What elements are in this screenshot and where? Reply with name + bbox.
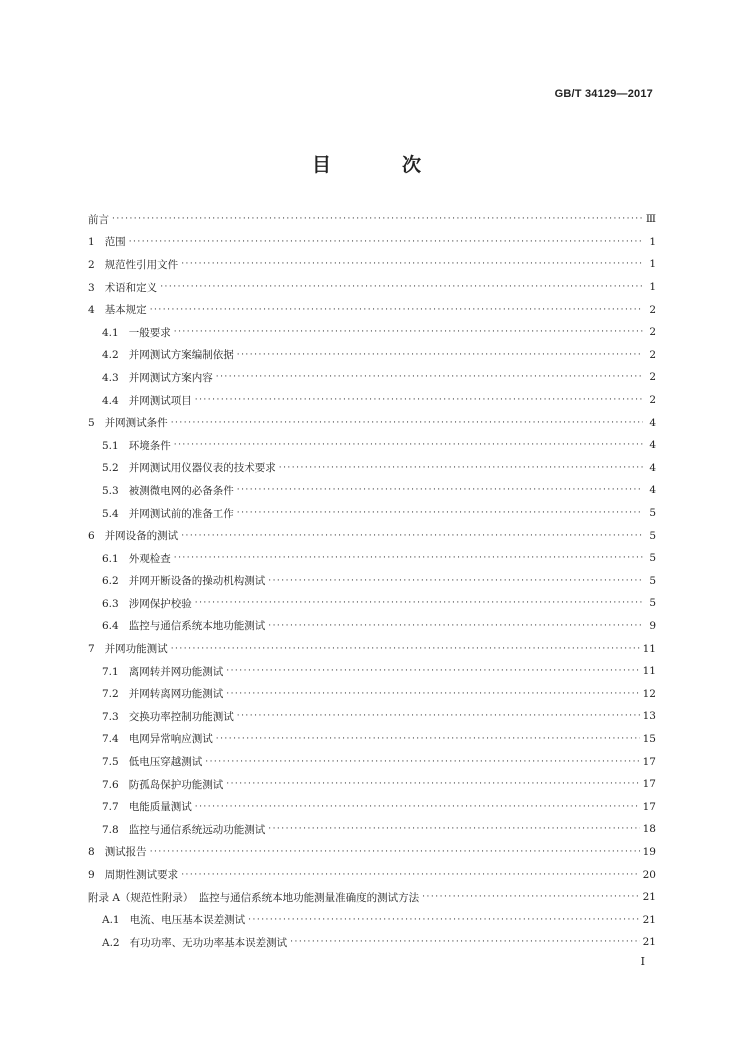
toc-entry-page: 20 bbox=[642, 868, 656, 881]
toc-entry-title bbox=[88, 257, 178, 272]
toc-entry-number: 7.3 bbox=[102, 710, 119, 723]
toc-leader-dots bbox=[174, 327, 643, 337]
toc-entry-page: 21 bbox=[642, 913, 656, 926]
toc-entry[interactable] bbox=[88, 773, 656, 796]
toc-entry-page: 11 bbox=[642, 642, 656, 655]
toc-entry-page: 13 bbox=[642, 710, 656, 723]
toc-leader-dots bbox=[195, 395, 643, 405]
toc-entry-label: 交换功率控制功能测试 bbox=[128, 710, 234, 723]
standard-code: GB/T 34129—2017 bbox=[554, 88, 653, 100]
toc-entry-number: 5 bbox=[88, 417, 95, 430]
toc-entry-label: 环境条件 bbox=[128, 439, 171, 452]
toc-entry-title bbox=[88, 528, 178, 543]
toc-entry-title bbox=[102, 551, 171, 566]
toc-entry-label: 并网转离网功能测试 bbox=[128, 688, 224, 701]
toc-entry-number: 6.2 bbox=[102, 575, 119, 588]
toc-leader-dots bbox=[268, 576, 643, 586]
toc-entry-label: 离网转并网功能测试 bbox=[128, 665, 224, 678]
toc-entry[interactable] bbox=[88, 682, 656, 705]
toc-entry-label: 并网设备的测试 bbox=[104, 530, 179, 543]
toc-entry-page: 1 bbox=[649, 281, 656, 294]
toc-leader-dots bbox=[160, 282, 643, 292]
toc-leader-dots bbox=[279, 463, 643, 473]
toc-leader-dots bbox=[181, 531, 643, 541]
toc-leader-dots bbox=[226, 689, 639, 699]
toc-entry-title bbox=[102, 370, 213, 385]
toc-entry-label: 监控与通信系统本地功能测试 bbox=[128, 620, 266, 633]
toc-entry-page: 2 bbox=[649, 348, 656, 361]
toc-leader-dots bbox=[205, 757, 639, 767]
page-title: 目 次 bbox=[311, 154, 447, 176]
toc-leader-dots bbox=[195, 598, 643, 608]
toc-entry-page: 18 bbox=[642, 823, 656, 836]
toc-entry-title bbox=[102, 777, 223, 792]
toc-entry[interactable] bbox=[88, 795, 656, 818]
toc-entry-title bbox=[102, 347, 234, 362]
toc-entry-page: 5 bbox=[649, 529, 656, 542]
toc-leader-dots bbox=[268, 824, 639, 834]
toc-entry[interactable] bbox=[88, 479, 656, 502]
toc-entry-title bbox=[88, 234, 126, 249]
toc-entry-page: 17 bbox=[642, 755, 656, 768]
toc-leader-dots bbox=[174, 440, 643, 450]
toc-leader-dots bbox=[268, 621, 643, 631]
toc-entry-title bbox=[102, 573, 265, 588]
toc-entry-label: 涉网保护校验 bbox=[128, 597, 192, 610]
toc-leader-dots bbox=[112, 214, 643, 224]
toc-entry[interactable] bbox=[88, 208, 656, 231]
toc-entry-page: 4 bbox=[649, 461, 656, 474]
toc-entry-label: 范围 bbox=[104, 236, 126, 249]
toc-entry[interactable] bbox=[88, 321, 656, 344]
toc-entry-title bbox=[102, 754, 202, 769]
toc-entry[interactable] bbox=[88, 931, 656, 954]
toc-entry-number: 4.3 bbox=[102, 371, 119, 384]
toc-leader-dots bbox=[181, 259, 643, 269]
toc-entry-number: 4.1 bbox=[102, 326, 119, 339]
toc-entry[interactable] bbox=[88, 570, 656, 593]
toc-entry-label: 基本规定 bbox=[104, 304, 147, 317]
toc-entry-label: 并网开断设备的操动机构测试 bbox=[128, 575, 266, 588]
toc-entry[interactable] bbox=[88, 457, 656, 480]
toc-entry-page: 17 bbox=[642, 800, 656, 813]
toc-leader-dots bbox=[248, 915, 640, 925]
toc-leader-dots bbox=[129, 237, 643, 247]
toc-entry-label: 测试报告 bbox=[104, 846, 147, 859]
toc-entry-page: 5 bbox=[649, 552, 656, 565]
toc-leader-dots bbox=[150, 305, 643, 315]
toc-leader-dots bbox=[171, 418, 643, 428]
toc-entry-page: 17 bbox=[642, 778, 656, 791]
toc-entry-title bbox=[102, 393, 192, 408]
toc-entry-label: 附录 A（规范性附录） 监控与通信系统本地功能测量准确度的测试方法 bbox=[88, 891, 420, 904]
toc-leader-dots bbox=[171, 644, 640, 654]
toc-entry[interactable] bbox=[88, 660, 656, 683]
toc-entry-title bbox=[102, 709, 234, 724]
toc-entry-label: 电网异常响应测试 bbox=[128, 733, 213, 746]
toc-entry-title bbox=[102, 799, 192, 814]
toc-entry-page: Ⅲ bbox=[645, 213, 656, 226]
toc-entry-label: 外观检查 bbox=[128, 552, 171, 565]
toc-entry-number: 9 bbox=[88, 869, 95, 882]
toc-entry-label: 防孤岛保护功能测试 bbox=[128, 778, 224, 791]
toc-entry[interactable] bbox=[88, 547, 656, 570]
toc-entry-page: 5 bbox=[649, 597, 656, 610]
toc-entry-page: 4 bbox=[649, 439, 656, 452]
toc-entry[interactable] bbox=[88, 592, 656, 615]
toc-entry[interactable] bbox=[88, 728, 656, 751]
toc-entry-number: 7 bbox=[88, 643, 95, 656]
toc-entry-title bbox=[102, 618, 265, 633]
toc-entry[interactable] bbox=[88, 366, 656, 389]
toc-entry-number: 7.4 bbox=[102, 733, 119, 746]
toc-entry-page: 1 bbox=[649, 258, 656, 271]
toc-entry[interactable] bbox=[88, 863, 656, 886]
toc-entry[interactable] bbox=[88, 886, 656, 909]
toc-entry-number: 7.2 bbox=[102, 688, 119, 701]
toc-leader-dots bbox=[195, 802, 640, 812]
toc-leader-dots bbox=[237, 485, 643, 495]
toc-entry-number: 8 bbox=[88, 846, 95, 859]
toc-entry[interactable] bbox=[88, 705, 656, 728]
toc-entry-label: 并网测试方案内容 bbox=[128, 371, 213, 384]
toc-entry[interactable] bbox=[88, 253, 656, 276]
toc-entry-number: 7.8 bbox=[102, 823, 119, 836]
toc-entry-label: 并网测试用仪器仪表的技术要求 bbox=[128, 462, 276, 475]
toc-entry-number: 5.3 bbox=[102, 484, 119, 497]
toc-entry-label: 一般要求 bbox=[128, 326, 171, 339]
toc-entry-label: 前言 bbox=[88, 213, 109, 226]
toc-entry[interactable] bbox=[88, 524, 656, 547]
toc-entry-title bbox=[102, 912, 245, 927]
toc-entry-title bbox=[102, 460, 276, 475]
toc-entry[interactable] bbox=[88, 818, 656, 841]
toc-entry[interactable] bbox=[88, 908, 656, 931]
toc-entry-number: 7.6 bbox=[102, 778, 119, 791]
toc-entry-page: 11 bbox=[642, 665, 656, 678]
toc-entry-number: 6.4 bbox=[102, 620, 119, 633]
toc-entry[interactable] bbox=[88, 637, 656, 660]
toc-entry-label: 低电压穿越测试 bbox=[128, 756, 203, 769]
toc-leader-dots bbox=[181, 870, 639, 880]
toc-entry-label: 电能质量测试 bbox=[128, 801, 192, 814]
toc-entry-title bbox=[88, 212, 109, 227]
toc-entry[interactable] bbox=[88, 615, 656, 638]
toc-entry[interactable] bbox=[88, 276, 656, 299]
toc-leader-dots bbox=[237, 508, 643, 518]
toc-entry-number: 7.5 bbox=[102, 756, 119, 769]
toc-entry-title bbox=[88, 302, 147, 317]
toc-entry-number: 6.1 bbox=[102, 552, 119, 565]
toc-entry-label: 被测微电网的必备条件 bbox=[128, 484, 234, 497]
toc-entry-label: 并网功能测试 bbox=[104, 643, 168, 656]
toc-leader-dots bbox=[290, 937, 640, 947]
toc-entry-page: 1 bbox=[649, 235, 656, 248]
toc-entry-page: 2 bbox=[649, 326, 656, 339]
toc-entry-number: 5.1 bbox=[102, 439, 119, 452]
toc-entry-title bbox=[102, 506, 234, 521]
toc-entry-page: 4 bbox=[649, 416, 656, 429]
toc-entry-page: 5 bbox=[649, 507, 656, 520]
toc-entry-number: 4.4 bbox=[102, 394, 119, 407]
toc-entry-title bbox=[102, 596, 192, 611]
page-folio: Ⅰ bbox=[640, 955, 645, 968]
toc-entry-page: 21 bbox=[642, 891, 656, 904]
toc-entry-number: A.1 bbox=[102, 914, 120, 927]
toc-entry-number: 3 bbox=[88, 281, 95, 294]
toc-entry-title bbox=[102, 686, 223, 701]
toc-entry-title bbox=[88, 890, 419, 905]
toc-entry-number: 7.1 bbox=[102, 665, 119, 678]
toc-entry-page: 15 bbox=[642, 732, 656, 745]
toc-entry-label: 电流、电压基本误差测试 bbox=[129, 914, 246, 927]
toc-entry-page: 2 bbox=[649, 303, 656, 316]
toc-entry[interactable] bbox=[88, 434, 656, 457]
toc-entry-label: 术语和定义 bbox=[104, 281, 158, 294]
toc-entry-title bbox=[102, 483, 234, 498]
toc-entry-number: 4.2 bbox=[102, 349, 119, 362]
toc-entry-label: 规范性引用文件 bbox=[104, 258, 179, 271]
toc-leader-dots bbox=[226, 666, 639, 676]
toc-entry-title bbox=[88, 867, 178, 882]
toc-entry-label: 监控与通信系统远动功能测试 bbox=[128, 823, 266, 836]
toc-entry-number: 6.3 bbox=[102, 597, 119, 610]
toc-entry-number: 7.7 bbox=[102, 801, 119, 814]
toc-entry-label: 周期性测试要求 bbox=[104, 869, 179, 882]
toc-entry-label: 并网测试项目 bbox=[128, 394, 192, 407]
toc-entry-title bbox=[102, 438, 171, 453]
table-of-contents bbox=[88, 208, 656, 954]
toc-entry-title bbox=[102, 325, 171, 340]
toc-leader-dots bbox=[226, 779, 639, 789]
toc-entry-title bbox=[102, 664, 223, 679]
toc-entry-page: 21 bbox=[642, 936, 656, 949]
toc-entry[interactable] bbox=[88, 502, 656, 525]
toc-entry[interactable] bbox=[88, 344, 656, 367]
toc-entry-number: 1 bbox=[88, 236, 95, 249]
toc-entry-title bbox=[88, 415, 168, 430]
toc-entry-number: 6 bbox=[88, 530, 95, 543]
toc-entry[interactable] bbox=[88, 231, 656, 254]
toc-leader-dots bbox=[237, 711, 640, 721]
toc-entry-title bbox=[102, 731, 213, 746]
toc-leader-dots bbox=[216, 372, 643, 382]
toc-entry-label: 有功功率、无功功率基本误差测试 bbox=[129, 936, 288, 949]
toc-entry-title bbox=[102, 935, 287, 950]
toc-entry-label: 并网测试条件 bbox=[104, 417, 168, 430]
toc-entry-number: 2 bbox=[88, 258, 95, 271]
toc-entry-page: 9 bbox=[649, 619, 656, 632]
toc-entry-title bbox=[88, 641, 168, 656]
toc-entry-label: 并网测试方案编制依据 bbox=[128, 349, 234, 362]
toc-entry-number: 5.2 bbox=[102, 462, 119, 475]
toc-entry[interactable] bbox=[88, 389, 656, 412]
toc-entry-title bbox=[102, 822, 265, 837]
toc-entry-title bbox=[88, 844, 147, 859]
toc-entry[interactable] bbox=[88, 841, 656, 864]
toc-entry-label: 并网测试前的准备工作 bbox=[128, 507, 234, 520]
toc-entry-number: 4 bbox=[88, 304, 95, 317]
toc-entry-page: 2 bbox=[649, 394, 656, 407]
toc-entry-page: 19 bbox=[642, 845, 656, 858]
toc-leader-dots bbox=[174, 553, 643, 563]
toc-leader-dots bbox=[237, 350, 643, 360]
toc-entry[interactable] bbox=[88, 750, 656, 773]
toc-entry-page: 4 bbox=[649, 484, 656, 497]
toc-entry-page: 2 bbox=[649, 371, 656, 384]
toc-entry[interactable] bbox=[88, 411, 656, 434]
toc-entry-title bbox=[88, 280, 157, 295]
toc-entry-number: A.2 bbox=[102, 936, 120, 949]
toc-entry-number: 5.4 bbox=[102, 507, 119, 520]
toc-entry-page: 12 bbox=[642, 687, 656, 700]
toc-entry[interactable] bbox=[88, 298, 656, 321]
toc-entry-page: 5 bbox=[649, 574, 656, 587]
toc-leader-dots bbox=[216, 734, 640, 744]
toc-leader-dots bbox=[422, 892, 639, 902]
toc-leader-dots bbox=[150, 847, 640, 857]
